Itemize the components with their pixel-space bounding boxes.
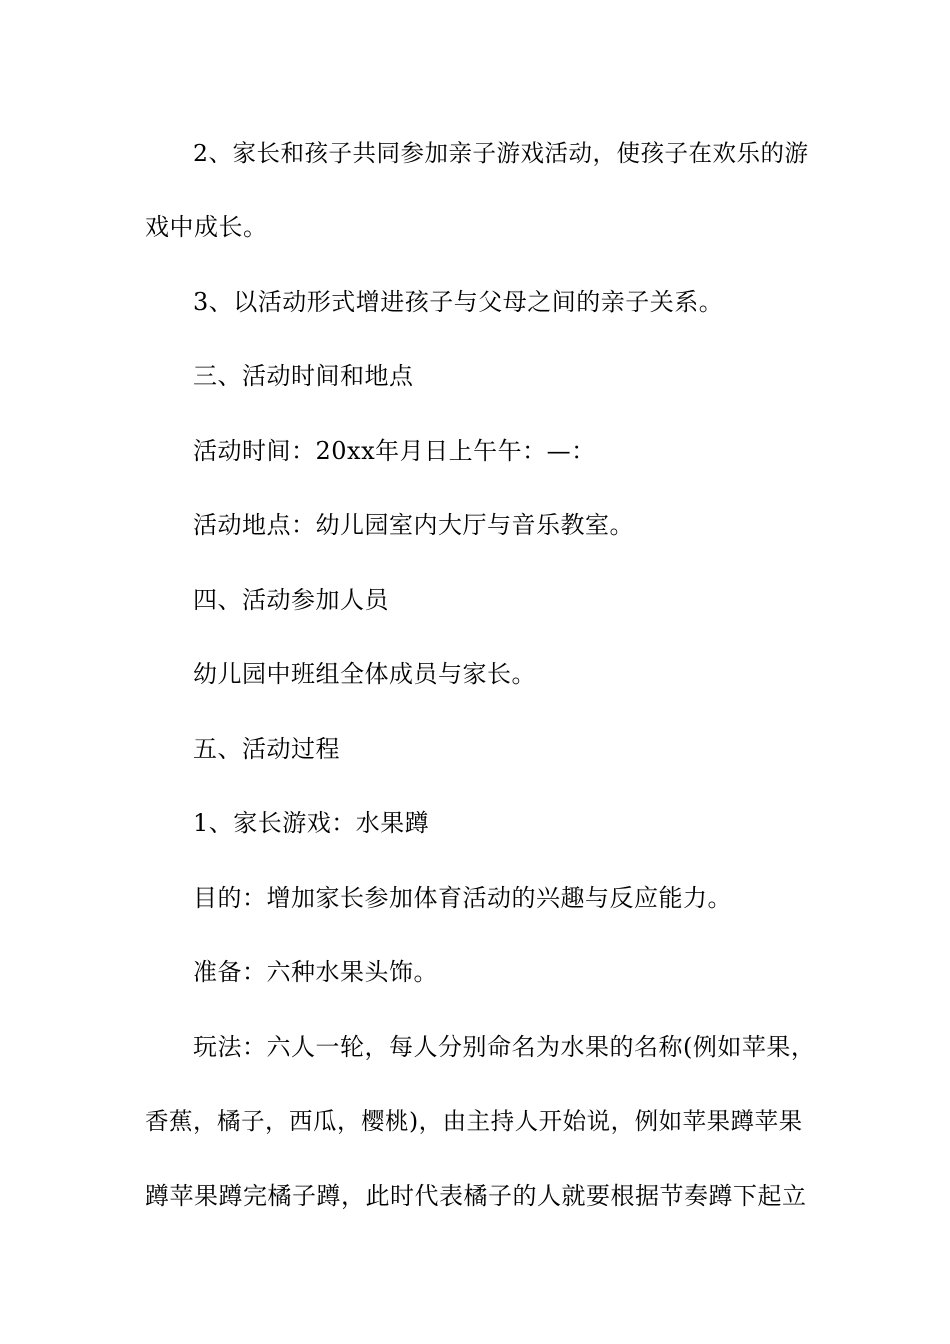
- paragraph-line: 幼儿园中班组全体成员与家长。: [193, 660, 536, 688]
- paragraph-line: 蹲苹果蹲完橘子蹲，此时代表橘子的人就要根据节奏蹲下起立: [145, 1182, 807, 1210]
- paragraph-line: 1、家长游戏：水果蹲: [193, 809, 430, 837]
- paragraph-line: 2、家长和孩子共同参加亲子游戏活动，使孩子在欢乐的游: [193, 139, 809, 167]
- paragraph-line: 活动时间：20xx年月日上午午：—：: [193, 437, 596, 465]
- paragraph-line: 香蕉，橘子，西瓜，樱桃)，由主持人开始说，例如苹果蹲苹果: [145, 1107, 803, 1135]
- section-heading: 三、活动时间和地点: [193, 362, 414, 390]
- paragraph-line: 玩法：六人一轮，每人分别命名为水果的名称(例如苹果，: [193, 1033, 816, 1061]
- paragraph-line: 活动地点：幼儿园室内大厅与音乐教室。: [193, 511, 634, 539]
- paragraph-line: 3、以活动形式增进孩子与父母之间的亲子关系。: [193, 288, 724, 316]
- paragraph-line: 目的：增加家长参加体育活动的兴趣与反应能力。: [193, 884, 732, 912]
- section-heading: 四、活动参加人员: [193, 586, 389, 614]
- section-heading: 五、活动过程: [193, 735, 340, 763]
- paragraph-line: 戏中成长。: [145, 213, 268, 241]
- paragraph-line: 准备：六种水果头饰。: [193, 958, 438, 986]
